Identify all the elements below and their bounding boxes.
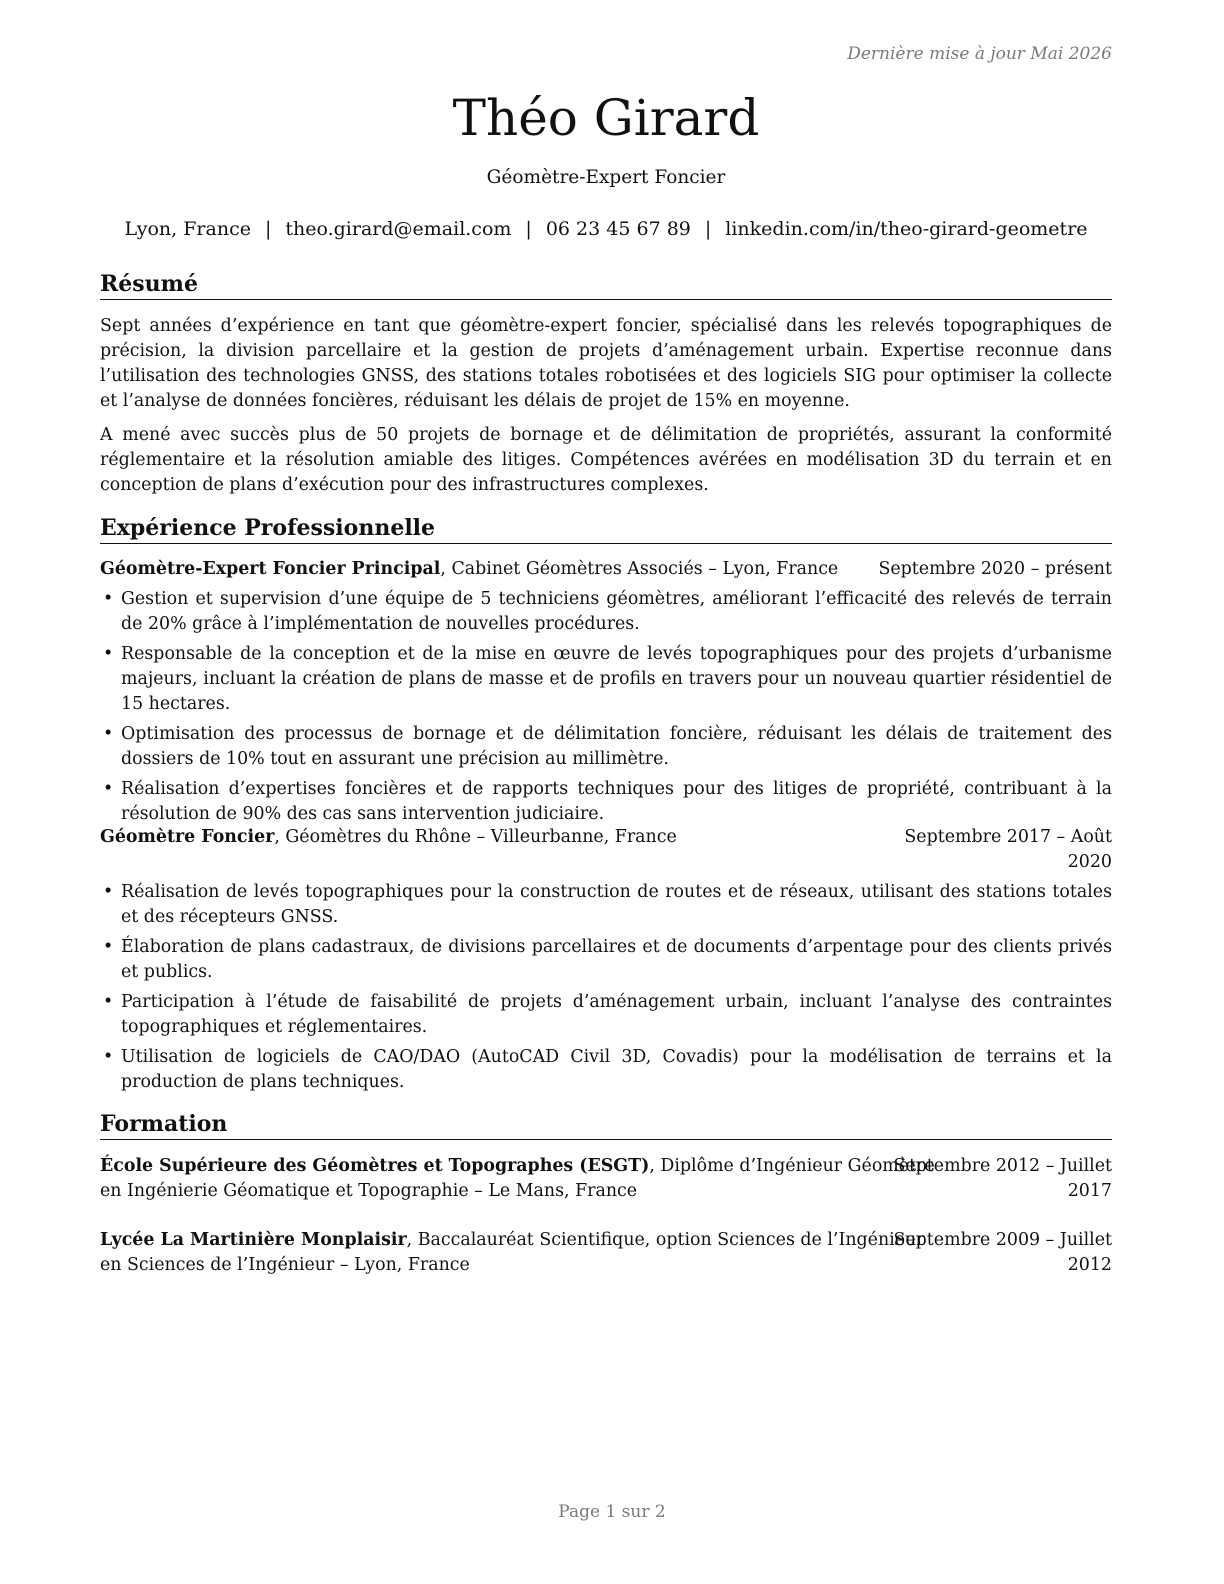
job-dates: Septembre 2020 – présent [878,559,1112,579]
page-number: Page 1 sur 2 [558,1502,666,1522]
contact-email[interactable]: theo.girard@email.com [285,218,512,240]
list-item [100,587,1112,637]
education-degree: , Baccalauréat Scientifique, option Sciences de l’Ingénieur [406,1230,925,1250]
list-item [100,990,1112,1040]
section-heading-education: Formation [100,1110,1112,1140]
bullet-text: Responsable de la conception et de la mise en œuvre de levés topographiques pour des projets d’urbanisme majeurs, incluant la création de plans de masse et de profils en travers pour un nouveau quartier résidentiel de 15 hectares. [121,644,1112,714]
contact-line [100,218,1112,240]
education-line [100,1228,925,1253]
education-dates-end: 2017 [1067,1181,1112,1201]
bullet-icon: • [103,992,114,1012]
job-role: Géomètre-Expert Foncier Principal [100,559,441,579]
bullet-icon: • [103,882,114,902]
contact-location: Lyon, France [124,218,251,240]
summary-paragraph: Sept années d’expérience en tant que géomètre-expert foncier, spécialisé dans les relevés topographiques de précision, la division parcellaire et la gestion de projets d’aménagement urbain. Expertise reconnue dans l’utilisation des technologies GNSS, des stations totales robotisées et des logiciels SIG pour optimiser la collecte et l’analyse de données foncières, réduisant les délais de projet de 15% en moyenne. [100,316,1112,411]
bullet-text: Gestion et supervision d’une équipe de 5 techniciens géomètres, améliorant l’efficacité des relevés de terrain de 20% grâce à l’implémentation de nouvelles procédures. [121,589,1112,634]
list-item [100,935,1112,985]
bullet-text: Participation à l’étude de faisabilité de projets d’aménagement urbain, incluant l’analyse des contraintes topographiques et réglementaires. [121,992,1112,1037]
contact-separator: | [525,218,532,240]
list-item [100,880,1112,930]
bullet-text: Optimisation des processus de bornage et de délimitation foncière, réduisant les délais de traitement des dossiers de 10% tout en assurant une précision au millimètre. [121,724,1112,769]
job-title-line [100,557,838,582]
job-role: Géomètre Foncier [100,827,275,847]
summary-paragraph: A mené avec succès plus de 50 projets de bornage et de délimitation de propriétés, assurant la conformité réglementaire et la résolution amiable des litiges. Compétences avérées en modélisation 3D du terrain et en conception de plans d’exécution pour des infrastructures complexes. [100,425,1112,495]
job-dates: Septembre 2017 – Août [904,827,1112,847]
bullet-icon: • [103,724,114,744]
bullet-icon: • [103,1047,114,1067]
education-degree-continued: en Sciences de l’Ingénieur – Lyon, France [100,1255,470,1275]
bullet-text: Utilisation de logiciels de CAO/DAO (AutoCAD Civil 3D, Covadis) pour la modélisation de terrains et la production de plans techniques. [121,1047,1112,1092]
list-item [100,642,1112,717]
list-item [100,1045,1112,1095]
education-degree: , Diplôme d’Ingénieur Géomètre [649,1156,935,1176]
bullet-icon: • [103,589,114,609]
education-dates: Septembre 2012 – Juillet [893,1156,1112,1176]
job-dates-end: 2020 [1067,852,1112,872]
job-bullet-list [100,587,1112,832]
section-heading-summary: Résumé [100,270,1112,300]
job-bullet-list [100,880,1112,1100]
bullet-icon: • [103,644,114,664]
list-item [100,722,1112,772]
list-item [100,777,1112,827]
education-school: Lycée La Martinière Monplaisir [100,1230,407,1250]
education-dates: Septembre 2009 – Juillet [893,1230,1112,1250]
bullet-icon: • [103,937,114,957]
bullet-icon: • [103,779,114,799]
education-line [100,1154,935,1179]
last-updated: Dernière mise à jour Mai 2026 [847,44,1112,64]
contact-separator: | [704,218,712,240]
job-company: , Géomètres du Rhône – Villeurbanne, France [274,827,677,847]
contact-phone: 06 23 45 67 89 [545,218,691,240]
job-company: , Cabinet Géomètres Associés – Lyon, France [440,559,839,579]
bullet-text: Réalisation d’expertises foncières et de rapports techniques pour des litiges de propriété, contribuant à la résolution de 90% des cas sans intervention judiciaire. [121,779,1112,824]
bullet-text: Élaboration de plans cadastraux, de divisions parcellaires et de documents d’arpentage pour des clients privés et publics. [121,937,1112,982]
candidate-name: Théo Girard [452,89,760,147]
education-degree-continued: en Ingénierie Géomatique et Topographie – Le Mans, France [100,1181,638,1201]
contact-separator: | [264,218,272,240]
bullet-text: Réalisation de levés topographiques pour la construction de routes et de réseaux, utilisant des stations totales et des récepteurs GNSS. [121,882,1112,927]
education-school: École Supérieure des Géomètres et Topographes (ESGT) [100,1156,650,1176]
job-title: Géomètre-Expert Foncier [486,167,726,188]
section-heading-experience: Expérience Professionnelle [100,514,1112,544]
contact-linkedin[interactable]: linkedin.com/in/theo-girard-geometre [725,218,1088,240]
education-dates-end: 2012 [1067,1255,1112,1275]
job-title-line [100,825,677,850]
